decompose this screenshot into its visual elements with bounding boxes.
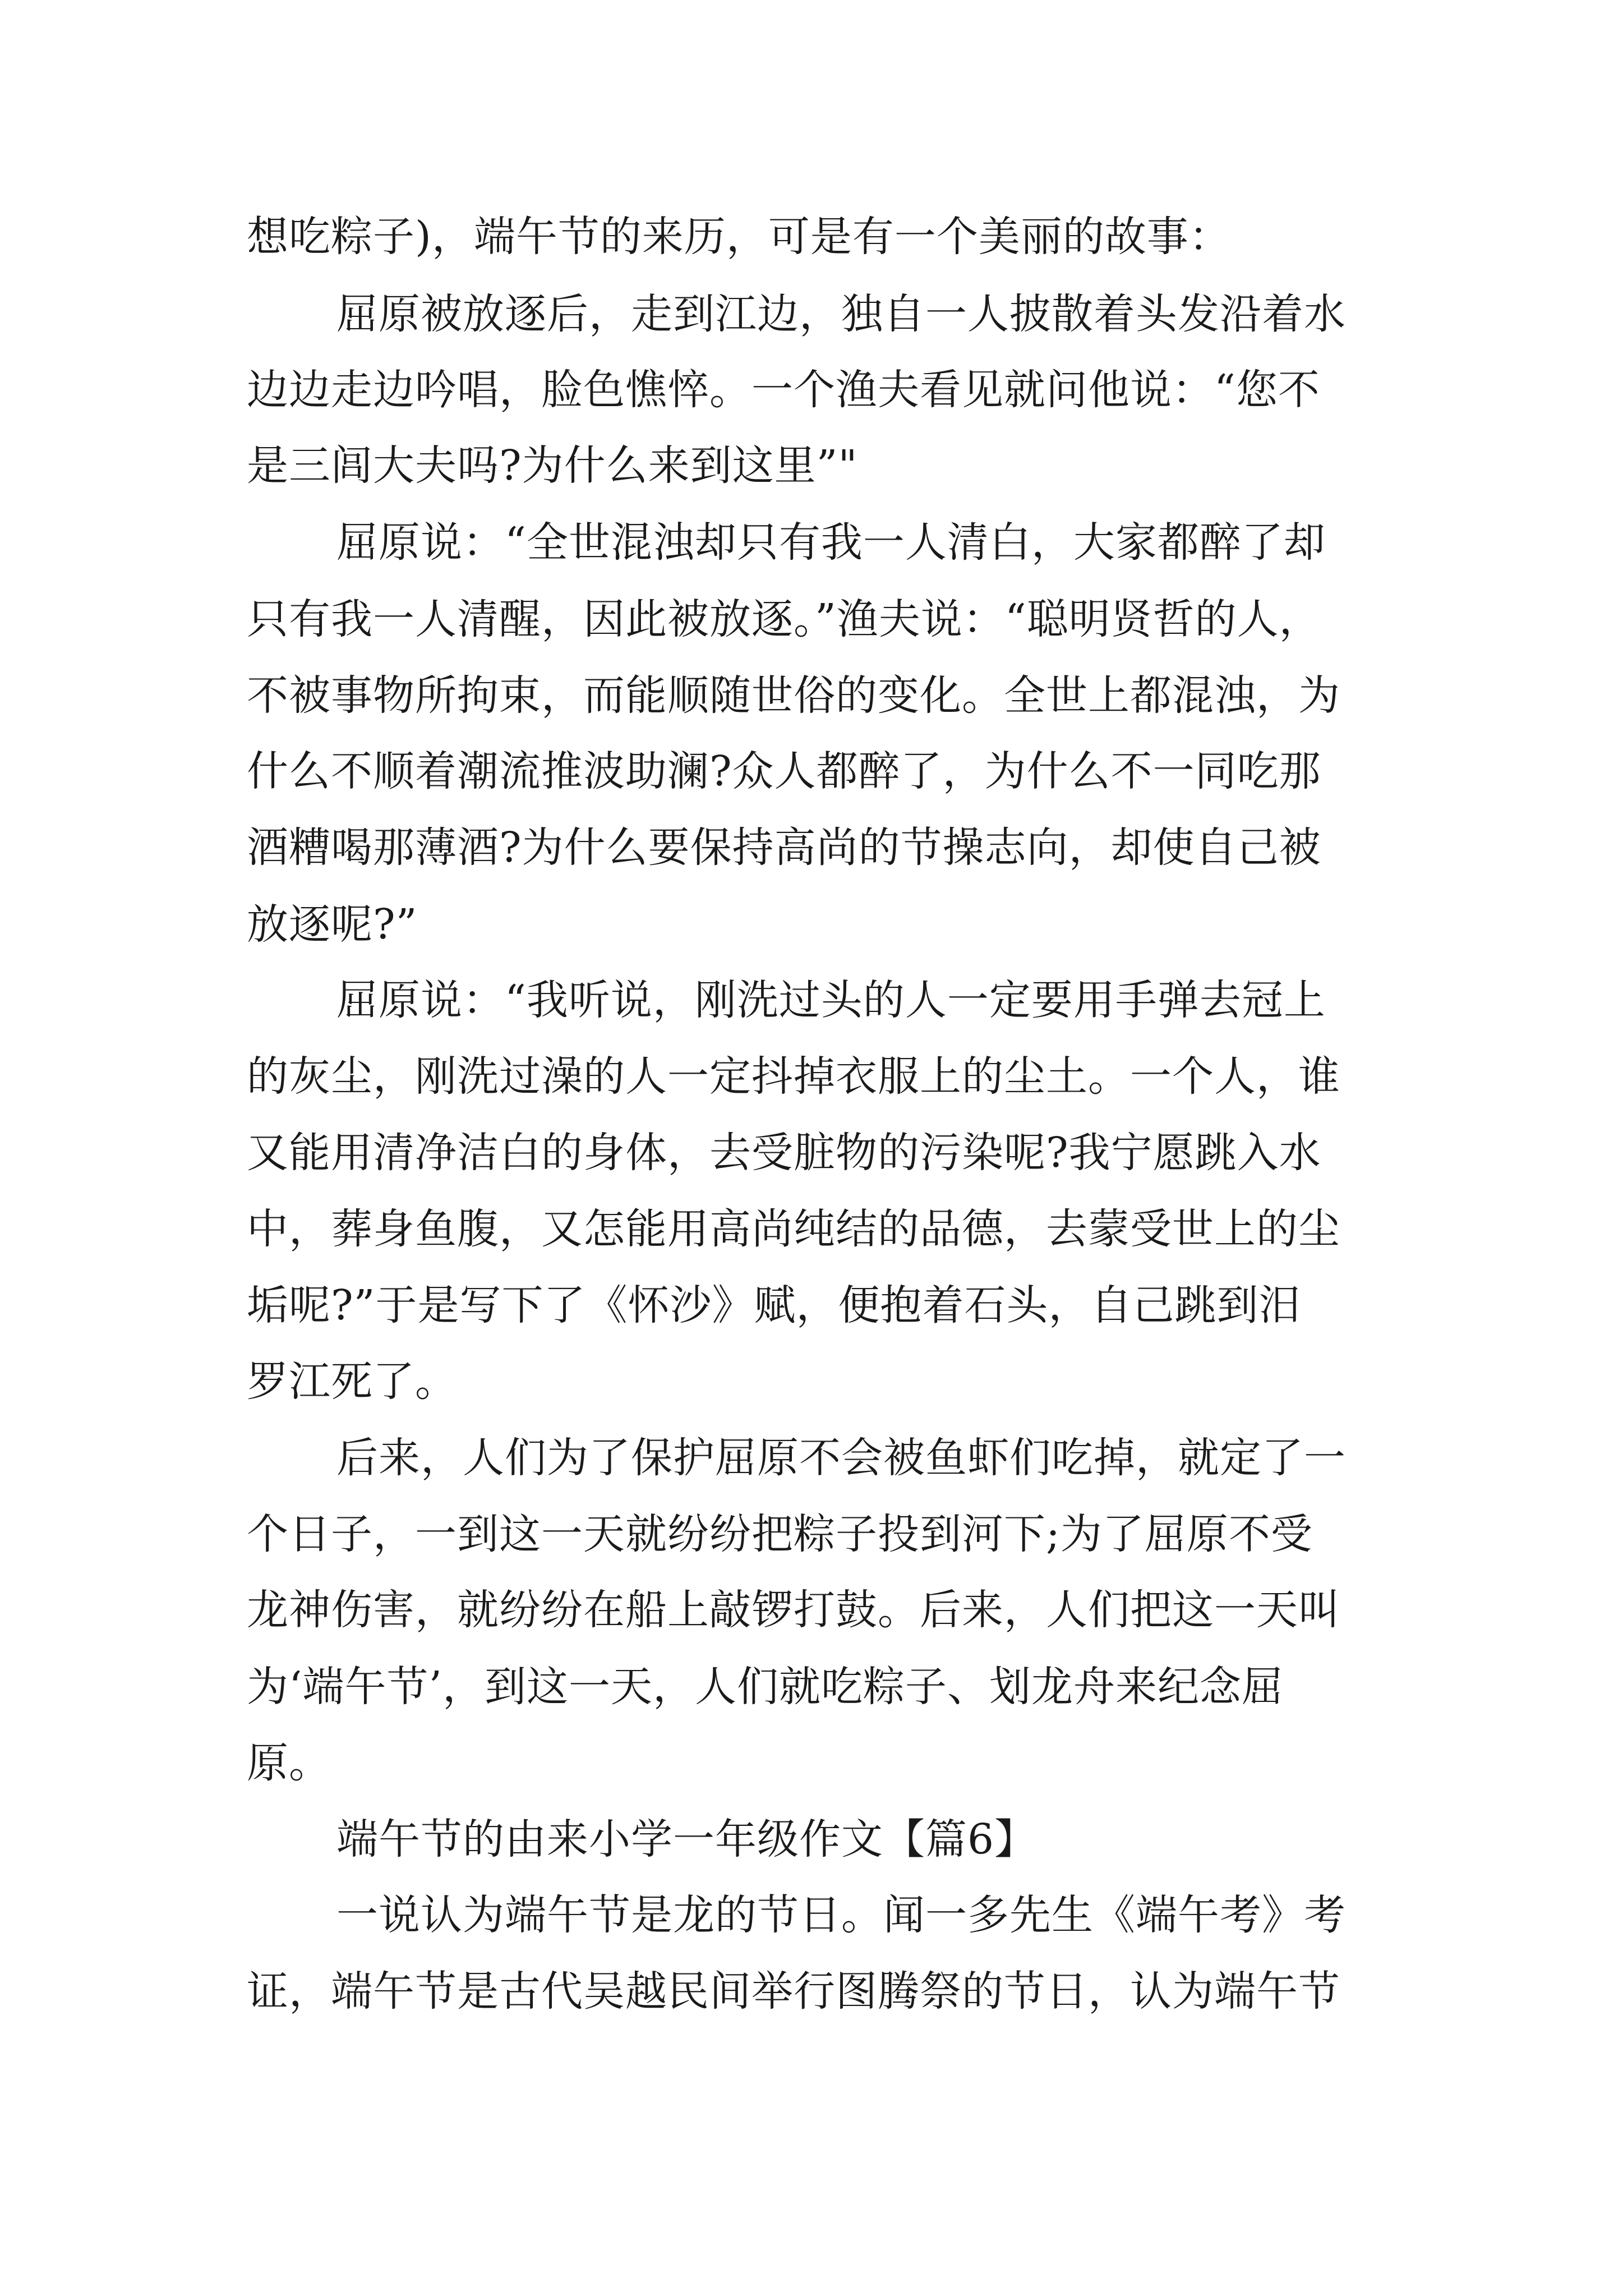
text-line: 什么不顺着潮流推波助澜?众人都醉了，为什么不一同吃那 [247,747,1321,795]
text-line: 是三闾大夫吗?为什么来到这里”" [247,441,858,490]
text-line: 个日子，一到这一天就纷纷把粽子投到河下;为了屈原不受 [247,1510,1313,1558]
text-line: 原。 [247,1739,331,1787]
paragraph-start-line: 屈原说：“我听说，刚洗过头的人一定要用手弹去冠上 [336,976,1326,1024]
text-line: 想吃粽子)，端午节的来历，可是有一个美丽的故事： [247,213,1231,261]
text-line: 垢呢?”于是写下了《怀沙》赋，便抱着石头，自己跳到汨 [247,1281,1301,1329]
paragraph-start-line: 屈原说：“全世混浊却只有我一人清白，大家都醉了却 [336,518,1326,567]
text-line: 中，葬身鱼腹，又怎能用高尚纯结的品德，去蒙受世上的尘 [247,1205,1340,1253]
text-line: 罗江死了。 [247,1358,457,1406]
paragraph-start-line: 屈原被放逐后，走到江边，独自一人披散着头发沿着水 [336,290,1346,338]
text-line: 龙神伤害，就纷纷在船上敲锣打鼓。后来，人们把这一天叫 [247,1586,1340,1634]
text-line: 放逐呢?” [247,900,418,949]
section-heading: 端午节的由来小学一年级作文【篇6】 [336,1815,1037,1864]
text-line: 为‘端午节’，到这一天，人们就吃粽子、划龙舟来纪念屈 [247,1663,1284,1711]
paragraph-start-line: 一说认为端午节是龙的节日。闻一多先生《端午考》考 [336,1891,1346,1939]
text-line: 又能用清净洁白的身体，去受脏物的污染呢?我宁愿跳入水 [247,1129,1321,1177]
text-line: 证，端午节是古代吴越民间举行图腾祭的节日，认为端午节 [247,1967,1340,2016]
text-line: 酒糟喝那薄酒?为什么要保持高尚的节操志向，却使自己被 [247,823,1321,872]
text-line: 只有我一人清醒，因此被放逐。”渔夫说：“聪明贤哲的人， [247,595,1321,643]
paragraph-start-line: 后来，人们为了保护屈原不会被鱼虾们吃掉，就定了一 [336,1434,1346,1482]
text-line: 边边走边吟唱，脸色憔悴。一个渔夫看见就问他说：“您不 [247,366,1320,414]
text-line: 不被事物所拘束，而能顺随世俗的变化。全世上都混浊，为 [247,671,1340,720]
text-line: 的灰尘，刚洗过澡的人一定抖掉衣服上的尘土。一个人，谁 [247,1052,1340,1101]
